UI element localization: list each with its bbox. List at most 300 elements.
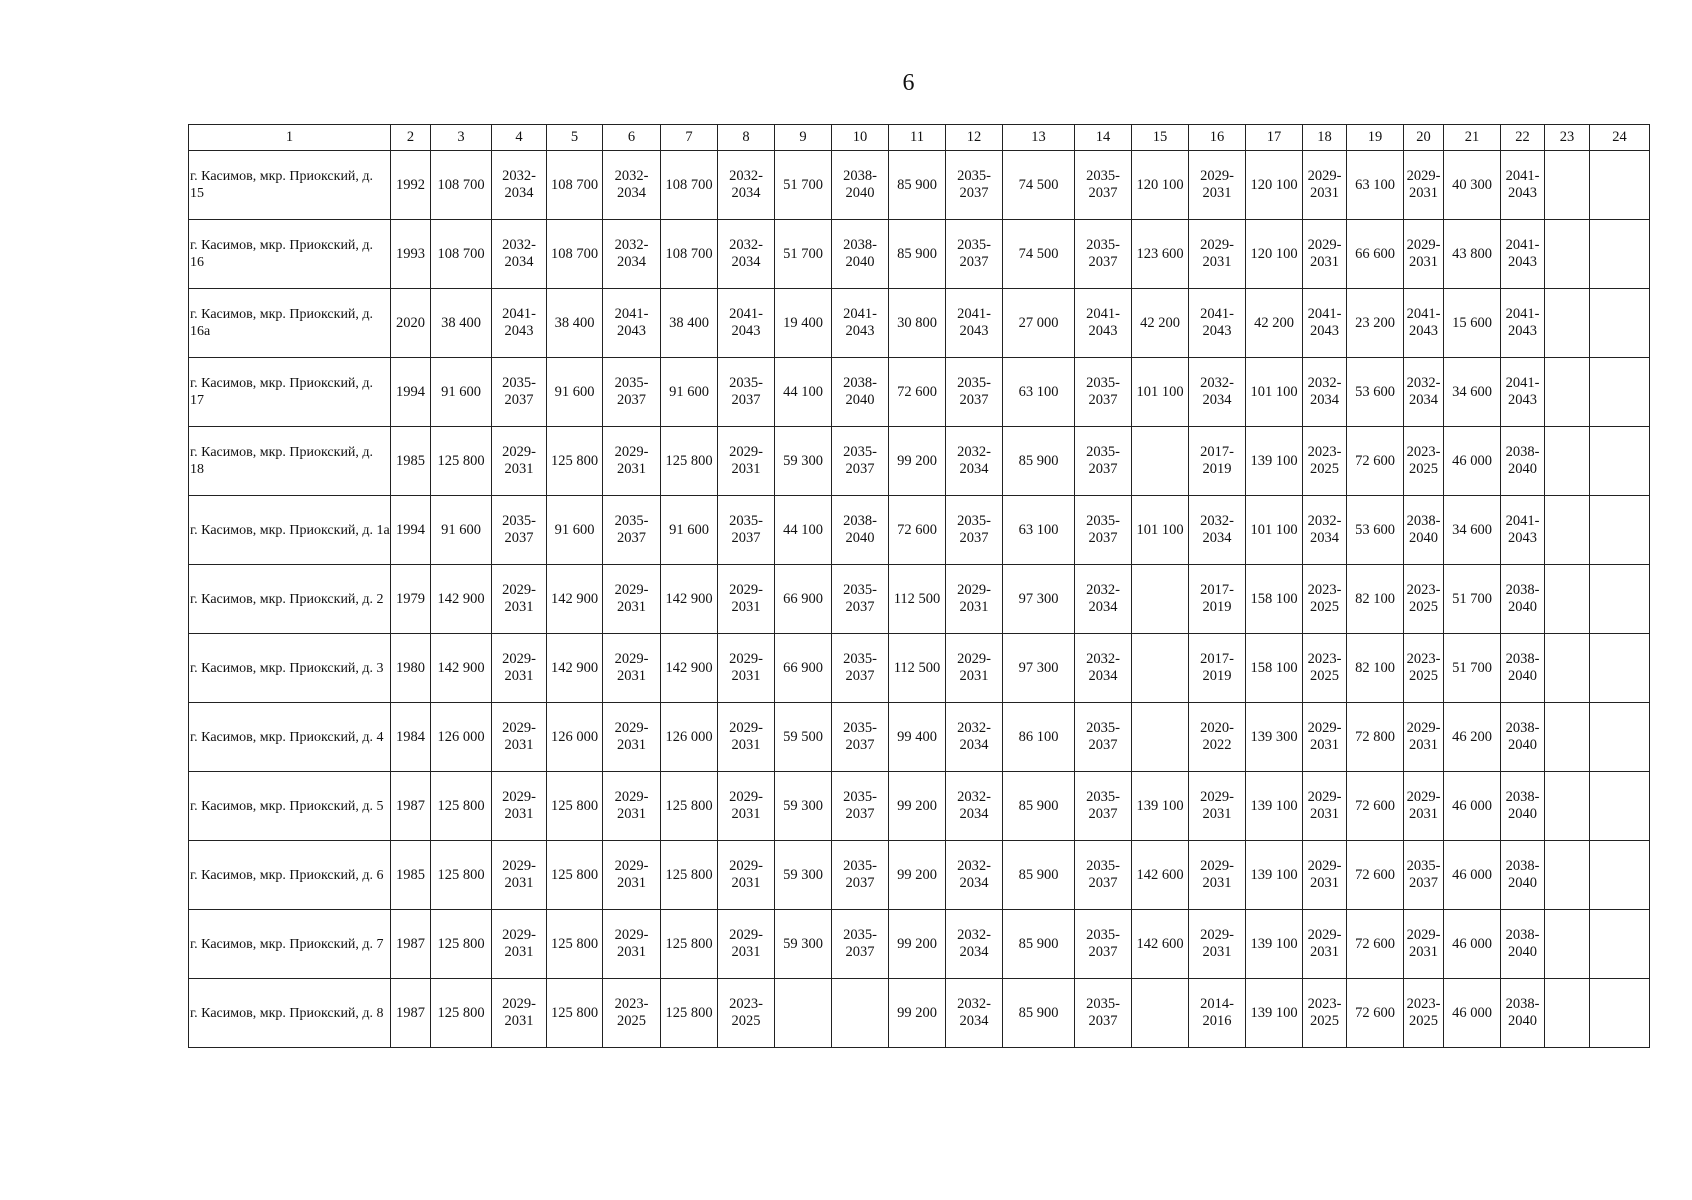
value-cell: 158 100 bbox=[1246, 565, 1303, 634]
value-cell: 91 600 bbox=[547, 496, 603, 565]
period-cell: 2029- 2031 bbox=[1404, 151, 1444, 220]
period-cell: 2032- 2034 bbox=[1303, 358, 1347, 427]
period-cell: 2041- 2043 bbox=[1189, 289, 1246, 358]
period-cell: 2041- 2043 bbox=[1501, 151, 1545, 220]
value-cell: 125 800 bbox=[547, 427, 603, 496]
period-cell: 2032- 2034 bbox=[946, 703, 1003, 772]
period-cell: 2029- 2031 bbox=[492, 910, 547, 979]
value-cell: 108 700 bbox=[431, 220, 492, 289]
value-cell: 126 000 bbox=[661, 703, 718, 772]
value-cell bbox=[1545, 496, 1590, 565]
value-cell: 66 900 bbox=[775, 634, 832, 703]
period-cell: 2029- 2031 bbox=[1303, 703, 1347, 772]
data-table bbox=[188, 124, 1650, 1048]
value-cell: 125 800 bbox=[431, 841, 492, 910]
address-cell: г. Касимов, мкр. Приокский, д. 18 bbox=[189, 427, 391, 496]
period-cell: 2041- 2043 bbox=[1501, 358, 1545, 427]
value-cell: 125 800 bbox=[547, 979, 603, 1048]
value-cell: 91 600 bbox=[547, 358, 603, 427]
value-cell: 34 600 bbox=[1444, 358, 1501, 427]
column-header-12: 12 bbox=[946, 125, 1003, 151]
period-cell: 2035- 2037 bbox=[1075, 151, 1132, 220]
value-cell: 126 000 bbox=[431, 703, 492, 772]
table-row bbox=[189, 151, 1650, 220]
period-cell: 2035- 2037 bbox=[718, 358, 775, 427]
value-cell bbox=[1545, 634, 1590, 703]
value-cell: 120 100 bbox=[1246, 151, 1303, 220]
value-cell: 91 600 bbox=[661, 358, 718, 427]
value-cell: 59 300 bbox=[775, 772, 832, 841]
value-cell: 59 300 bbox=[775, 841, 832, 910]
period-cell: 2032- 2034 bbox=[1404, 358, 1444, 427]
period-cell: 2029- 2031 bbox=[1189, 220, 1246, 289]
period-cell: 2029- 2031 bbox=[718, 565, 775, 634]
period-cell: 2038- 2040 bbox=[832, 496, 889, 565]
period-cell: 2023- 2025 bbox=[1303, 565, 1347, 634]
period-cell: 2029- 2031 bbox=[1404, 703, 1444, 772]
period-cell: 2029- 2031 bbox=[718, 910, 775, 979]
value-cell: 125 800 bbox=[431, 427, 492, 496]
address-cell: г. Касимов, мкр. Приокский, д. 1а bbox=[189, 496, 391, 565]
period-cell: 2038- 2040 bbox=[1501, 841, 1545, 910]
value-cell: 46 000 bbox=[1444, 772, 1501, 841]
value-cell: 125 800 bbox=[661, 841, 718, 910]
period-cell: 2041- 2043 bbox=[718, 289, 775, 358]
value-cell: 85 900 bbox=[1003, 772, 1075, 841]
period-cell: 2029- 2031 bbox=[1404, 220, 1444, 289]
period-cell: 2038- 2040 bbox=[832, 220, 889, 289]
period-cell: 2029- 2031 bbox=[718, 427, 775, 496]
value-cell bbox=[1545, 910, 1590, 979]
column-header-2: 2 bbox=[391, 125, 431, 151]
value-cell bbox=[1590, 634, 1650, 703]
period-cell: 2029- 2031 bbox=[603, 841, 661, 910]
column-header-7: 7 bbox=[661, 125, 718, 151]
value-cell bbox=[1590, 358, 1650, 427]
period-cell: 2035- 2037 bbox=[832, 772, 889, 841]
value-cell: 99 200 bbox=[889, 772, 946, 841]
value-cell: 72 600 bbox=[889, 358, 946, 427]
period-cell: 2032- 2034 bbox=[1189, 496, 1246, 565]
period-cell: 2023- 2025 bbox=[1303, 427, 1347, 496]
column-header-5: 5 bbox=[547, 125, 603, 151]
period-cell: 2035- 2037 bbox=[1075, 427, 1132, 496]
value-cell: 125 800 bbox=[431, 910, 492, 979]
value-cell: 108 700 bbox=[547, 151, 603, 220]
year-cell: 2020 bbox=[391, 289, 431, 358]
value-cell: 85 900 bbox=[1003, 979, 1075, 1048]
value-cell: 101 100 bbox=[1246, 358, 1303, 427]
value-cell: 112 500 bbox=[889, 634, 946, 703]
value-cell: 108 700 bbox=[431, 151, 492, 220]
period-cell: 2038- 2040 bbox=[1501, 979, 1545, 1048]
column-header-15: 15 bbox=[1132, 125, 1189, 151]
period-cell: 2035- 2037 bbox=[1075, 910, 1132, 979]
column-header-22: 22 bbox=[1501, 125, 1545, 151]
period-cell: 2035- 2037 bbox=[492, 496, 547, 565]
period-cell: 2023- 2025 bbox=[718, 979, 775, 1048]
value-cell: 125 800 bbox=[431, 772, 492, 841]
period-cell: 2038- 2040 bbox=[1501, 772, 1545, 841]
value-cell: 74 500 bbox=[1003, 151, 1075, 220]
page-number: 6 bbox=[902, 70, 915, 96]
period-cell: 2035- 2037 bbox=[1075, 496, 1132, 565]
period-cell: 2041- 2043 bbox=[1404, 289, 1444, 358]
value-cell: 99 400 bbox=[889, 703, 946, 772]
value-cell: 40 300 bbox=[1444, 151, 1501, 220]
value-cell: 101 100 bbox=[1132, 496, 1189, 565]
table-row bbox=[189, 772, 1650, 841]
period-cell: 2035- 2037 bbox=[1075, 772, 1132, 841]
value-cell: 72 600 bbox=[1347, 979, 1404, 1048]
value-cell: 99 200 bbox=[889, 979, 946, 1048]
value-cell: 72 600 bbox=[889, 496, 946, 565]
period-cell: 2035- 2037 bbox=[946, 496, 1003, 565]
value-cell: 142 900 bbox=[547, 634, 603, 703]
table-row bbox=[189, 910, 1650, 979]
period-cell: 2029- 2031 bbox=[1404, 910, 1444, 979]
value-cell: 142 600 bbox=[1132, 841, 1189, 910]
value-cell: 91 600 bbox=[661, 496, 718, 565]
period-cell: 2029- 2031 bbox=[1303, 220, 1347, 289]
value-cell: 59 500 bbox=[775, 703, 832, 772]
value-cell: 125 800 bbox=[661, 979, 718, 1048]
period-cell: 2035- 2037 bbox=[1075, 703, 1132, 772]
period-cell: 2035- 2037 bbox=[832, 634, 889, 703]
period-cell: 2035- 2037 bbox=[1075, 841, 1132, 910]
value-cell: 158 100 bbox=[1246, 634, 1303, 703]
period-cell: 2041- 2043 bbox=[1501, 289, 1545, 358]
period-cell: 2035- 2037 bbox=[832, 427, 889, 496]
period-cell: 2032- 2034 bbox=[1303, 496, 1347, 565]
value-cell: 85 900 bbox=[1003, 910, 1075, 979]
column-header-6: 6 bbox=[603, 125, 661, 151]
period-cell: 2035- 2037 bbox=[946, 358, 1003, 427]
table-row bbox=[189, 634, 1650, 703]
period-cell: 2029- 2031 bbox=[492, 772, 547, 841]
address-cell: г. Касимов, мкр. Приокский, д. 5 bbox=[189, 772, 391, 841]
value-cell: 86 100 bbox=[1003, 703, 1075, 772]
period-cell: 2032- 2034 bbox=[492, 220, 547, 289]
value-cell bbox=[1590, 565, 1650, 634]
value-cell: 91 600 bbox=[431, 496, 492, 565]
period-cell: 2029- 2031 bbox=[603, 427, 661, 496]
period-cell: 2035- 2037 bbox=[1075, 220, 1132, 289]
period-cell: 2032- 2034 bbox=[946, 427, 1003, 496]
value-cell: 99 200 bbox=[889, 910, 946, 979]
value-cell: 99 200 bbox=[889, 427, 946, 496]
value-cell: 101 100 bbox=[1132, 358, 1189, 427]
value-cell: 38 400 bbox=[547, 289, 603, 358]
value-cell: 59 300 bbox=[775, 910, 832, 979]
value-cell: 120 100 bbox=[1246, 220, 1303, 289]
period-cell: 2035- 2037 bbox=[1075, 358, 1132, 427]
period-cell: 2038- 2040 bbox=[1501, 565, 1545, 634]
year-cell: 1985 bbox=[391, 427, 431, 496]
year-cell: 1994 bbox=[391, 496, 431, 565]
value-cell: 30 800 bbox=[889, 289, 946, 358]
address-cell: г. Касимов, мкр. Приокский, д. 17 bbox=[189, 358, 391, 427]
value-cell: 97 300 bbox=[1003, 634, 1075, 703]
period-cell: 2032- 2034 bbox=[946, 772, 1003, 841]
period-cell: 2041- 2043 bbox=[1501, 220, 1545, 289]
period-cell: 2029- 2031 bbox=[718, 634, 775, 703]
value-cell: 139 100 bbox=[1246, 841, 1303, 910]
period-cell: 2023- 2025 bbox=[1303, 634, 1347, 703]
value-cell: 142 900 bbox=[431, 565, 492, 634]
period-cell: 2038- 2040 bbox=[1404, 496, 1444, 565]
value-cell: 27 000 bbox=[1003, 289, 1075, 358]
period-cell: 2029- 2031 bbox=[1189, 841, 1246, 910]
column-header-19: 19 bbox=[1347, 125, 1404, 151]
period-cell: 2032- 2034 bbox=[946, 841, 1003, 910]
table-row bbox=[189, 703, 1650, 772]
value-cell bbox=[1590, 427, 1650, 496]
value-cell: 125 800 bbox=[547, 910, 603, 979]
period-cell: 2032- 2034 bbox=[946, 910, 1003, 979]
value-cell: 15 600 bbox=[1444, 289, 1501, 358]
value-cell bbox=[1132, 634, 1189, 703]
period-cell: 2035- 2037 bbox=[946, 151, 1003, 220]
value-cell: 51 700 bbox=[775, 151, 832, 220]
value-cell: 63 100 bbox=[1003, 358, 1075, 427]
period-cell: 2032- 2034 bbox=[1189, 358, 1246, 427]
value-cell: 46 000 bbox=[1444, 910, 1501, 979]
value-cell bbox=[1590, 841, 1650, 910]
value-cell: 82 100 bbox=[1347, 565, 1404, 634]
table-row bbox=[189, 358, 1650, 427]
year-cell: 1992 bbox=[391, 151, 431, 220]
table-row bbox=[189, 565, 1650, 634]
period-cell: 2032- 2034 bbox=[603, 151, 661, 220]
period-cell: 2017- 2019 bbox=[1189, 427, 1246, 496]
value-cell: 139 100 bbox=[1246, 772, 1303, 841]
value-cell: 139 100 bbox=[1246, 910, 1303, 979]
value-cell: 82 100 bbox=[1347, 634, 1404, 703]
period-cell: 2029- 2031 bbox=[1303, 841, 1347, 910]
value-cell: 72 600 bbox=[1347, 910, 1404, 979]
period-cell: 2032- 2034 bbox=[1075, 634, 1132, 703]
column-header-9: 9 bbox=[775, 125, 832, 151]
period-cell: 2023- 2025 bbox=[1404, 565, 1444, 634]
value-cell bbox=[1545, 151, 1590, 220]
period-cell: 2029- 2031 bbox=[603, 565, 661, 634]
period-cell: 2029- 2031 bbox=[1404, 772, 1444, 841]
value-cell: 72 800 bbox=[1347, 703, 1404, 772]
period-cell: 2035- 2037 bbox=[1075, 979, 1132, 1048]
column-header-18: 18 bbox=[1303, 125, 1347, 151]
period-cell: 2029- 2031 bbox=[603, 634, 661, 703]
column-header-1: 1 bbox=[189, 125, 391, 151]
value-cell bbox=[1590, 772, 1650, 841]
value-cell bbox=[1545, 703, 1590, 772]
period-cell: 2029- 2031 bbox=[718, 772, 775, 841]
value-cell: 97 300 bbox=[1003, 565, 1075, 634]
value-cell: 85 900 bbox=[889, 151, 946, 220]
period-cell: 2035- 2037 bbox=[603, 496, 661, 565]
value-cell bbox=[1132, 427, 1189, 496]
value-cell bbox=[1590, 910, 1650, 979]
value-cell: 38 400 bbox=[661, 289, 718, 358]
period-cell: 2014- 2016 bbox=[1189, 979, 1246, 1048]
value-cell bbox=[1545, 289, 1590, 358]
value-cell bbox=[1590, 289, 1650, 358]
column-header-23: 23 bbox=[1545, 125, 1590, 151]
value-cell: 123 600 bbox=[1132, 220, 1189, 289]
value-cell: 85 900 bbox=[889, 220, 946, 289]
value-cell: 46 000 bbox=[1444, 427, 1501, 496]
period-cell: 2032- 2034 bbox=[946, 979, 1003, 1048]
column-header-21: 21 bbox=[1444, 125, 1501, 151]
year-cell: 1987 bbox=[391, 979, 431, 1048]
period-cell: 2029- 2031 bbox=[492, 565, 547, 634]
address-cell: г. Касимов, мкр. Приокский, д. 16а bbox=[189, 289, 391, 358]
period-cell: 2023- 2025 bbox=[603, 979, 661, 1048]
period-cell: 2032- 2034 bbox=[492, 151, 547, 220]
period-cell: 2029- 2031 bbox=[1303, 910, 1347, 979]
value-cell: 142 900 bbox=[661, 565, 718, 634]
period-cell: 2035- 2037 bbox=[832, 841, 889, 910]
value-cell: 42 200 bbox=[1246, 289, 1303, 358]
value-cell: 125 800 bbox=[431, 979, 492, 1048]
address-cell: г. Касимов, мкр. Приокский, д. 8 bbox=[189, 979, 391, 1048]
value-cell: 72 600 bbox=[1347, 841, 1404, 910]
period-cell: 2035- 2037 bbox=[718, 496, 775, 565]
value-cell: 125 800 bbox=[547, 772, 603, 841]
period-cell: 2038- 2040 bbox=[1501, 703, 1545, 772]
table-row bbox=[189, 220, 1650, 289]
value-cell: 108 700 bbox=[661, 151, 718, 220]
value-cell bbox=[1545, 358, 1590, 427]
value-cell bbox=[1545, 427, 1590, 496]
period-cell: 2029- 2031 bbox=[492, 634, 547, 703]
table-row bbox=[189, 496, 1650, 565]
column-header-16: 16 bbox=[1189, 125, 1246, 151]
table-body bbox=[189, 151, 1650, 1048]
year-cell: 1980 bbox=[391, 634, 431, 703]
period-cell: 2035- 2037 bbox=[832, 703, 889, 772]
value-cell: 72 600 bbox=[1347, 427, 1404, 496]
address-cell: г. Касимов, мкр. Приокский, д. 15 bbox=[189, 151, 391, 220]
value-cell: 72 600 bbox=[1347, 772, 1404, 841]
value-cell: 38 400 bbox=[431, 289, 492, 358]
value-cell bbox=[1590, 703, 1650, 772]
header-row bbox=[189, 125, 1650, 151]
period-cell: 2029- 2031 bbox=[718, 841, 775, 910]
value-cell: 120 100 bbox=[1132, 151, 1189, 220]
value-cell: 23 200 bbox=[1347, 289, 1404, 358]
value-cell bbox=[1590, 979, 1650, 1048]
period-cell: 2035- 2037 bbox=[1404, 841, 1444, 910]
year-cell: 1987 bbox=[391, 910, 431, 979]
value-cell: 74 500 bbox=[1003, 220, 1075, 289]
value-cell: 125 800 bbox=[661, 910, 718, 979]
value-cell: 66 900 bbox=[775, 565, 832, 634]
period-cell: 2041- 2043 bbox=[832, 289, 889, 358]
period-cell: 2032- 2034 bbox=[1075, 565, 1132, 634]
value-cell: 66 600 bbox=[1347, 220, 1404, 289]
value-cell: 142 900 bbox=[547, 565, 603, 634]
value-cell: 112 500 bbox=[889, 565, 946, 634]
period-cell: 2041- 2043 bbox=[1501, 496, 1545, 565]
period-cell: 2029- 2031 bbox=[1303, 772, 1347, 841]
value-cell: 46 200 bbox=[1444, 703, 1501, 772]
value-cell: 51 700 bbox=[1444, 634, 1501, 703]
value-cell: 139 100 bbox=[1246, 427, 1303, 496]
value-cell: 46 000 bbox=[1444, 979, 1501, 1048]
value-cell: 51 700 bbox=[775, 220, 832, 289]
year-cell: 1985 bbox=[391, 841, 431, 910]
year-cell: 1994 bbox=[391, 358, 431, 427]
period-cell: 2035- 2037 bbox=[946, 220, 1003, 289]
period-cell: 2038- 2040 bbox=[832, 358, 889, 427]
value-cell: 125 800 bbox=[661, 772, 718, 841]
year-cell: 1987 bbox=[391, 772, 431, 841]
column-header-24: 24 bbox=[1590, 125, 1650, 151]
value-cell bbox=[1545, 565, 1590, 634]
year-cell: 1979 bbox=[391, 565, 431, 634]
table-row bbox=[189, 427, 1650, 496]
address-cell: г. Касимов, мкр. Приокский, д. 2 bbox=[189, 565, 391, 634]
year-cell: 1993 bbox=[391, 220, 431, 289]
value-cell: 108 700 bbox=[547, 220, 603, 289]
column-header-17: 17 bbox=[1246, 125, 1303, 151]
address-cell: г. Касимов, мкр. Приокский, д. 3 bbox=[189, 634, 391, 703]
value-cell bbox=[1132, 565, 1189, 634]
period-cell: 2023- 2025 bbox=[1404, 979, 1444, 1048]
period-cell: 2029- 2031 bbox=[1189, 772, 1246, 841]
value-cell: 44 100 bbox=[775, 358, 832, 427]
column-header-13: 13 bbox=[1003, 125, 1075, 151]
value-cell bbox=[1132, 979, 1189, 1048]
value-cell: 142 900 bbox=[661, 634, 718, 703]
period-cell: 2029- 2031 bbox=[492, 841, 547, 910]
period-cell: 2017- 2019 bbox=[1189, 634, 1246, 703]
period-cell: 2035- 2037 bbox=[832, 565, 889, 634]
value-cell: 59 300 bbox=[775, 427, 832, 496]
value-cell bbox=[775, 979, 832, 1048]
period-cell: 2038- 2040 bbox=[832, 151, 889, 220]
column-header-10: 10 bbox=[832, 125, 889, 151]
period-cell: 2035- 2037 bbox=[603, 358, 661, 427]
address-cell: г. Касимов, мкр. Приокский, д. 7 bbox=[189, 910, 391, 979]
address-cell: г. Касимов, мкр. Приокский, д. 4 bbox=[189, 703, 391, 772]
value-cell: 91 600 bbox=[431, 358, 492, 427]
period-cell: 2041- 2043 bbox=[1075, 289, 1132, 358]
column-header-20: 20 bbox=[1404, 125, 1444, 151]
period-cell: 2041- 2043 bbox=[492, 289, 547, 358]
period-cell: 2032- 2034 bbox=[718, 220, 775, 289]
period-cell: 2020- 2022 bbox=[1189, 703, 1246, 772]
period-cell: 2017- 2019 bbox=[1189, 565, 1246, 634]
period-cell: 2029- 2031 bbox=[1303, 151, 1347, 220]
value-cell: 53 600 bbox=[1347, 358, 1404, 427]
period-cell: 2029- 2031 bbox=[492, 703, 547, 772]
period-cell: 2041- 2043 bbox=[1303, 289, 1347, 358]
value-cell bbox=[1545, 772, 1590, 841]
value-cell bbox=[1590, 496, 1650, 565]
table-row bbox=[189, 841, 1650, 910]
value-cell: 142 600 bbox=[1132, 910, 1189, 979]
value-cell: 99 200 bbox=[889, 841, 946, 910]
value-cell bbox=[1132, 703, 1189, 772]
value-cell bbox=[1545, 220, 1590, 289]
period-cell: 2023- 2025 bbox=[1404, 634, 1444, 703]
period-cell: 2041- 2043 bbox=[946, 289, 1003, 358]
period-cell: 2023- 2025 bbox=[1404, 427, 1444, 496]
value-cell: 139 300 bbox=[1246, 703, 1303, 772]
period-cell: 2029- 2031 bbox=[718, 703, 775, 772]
